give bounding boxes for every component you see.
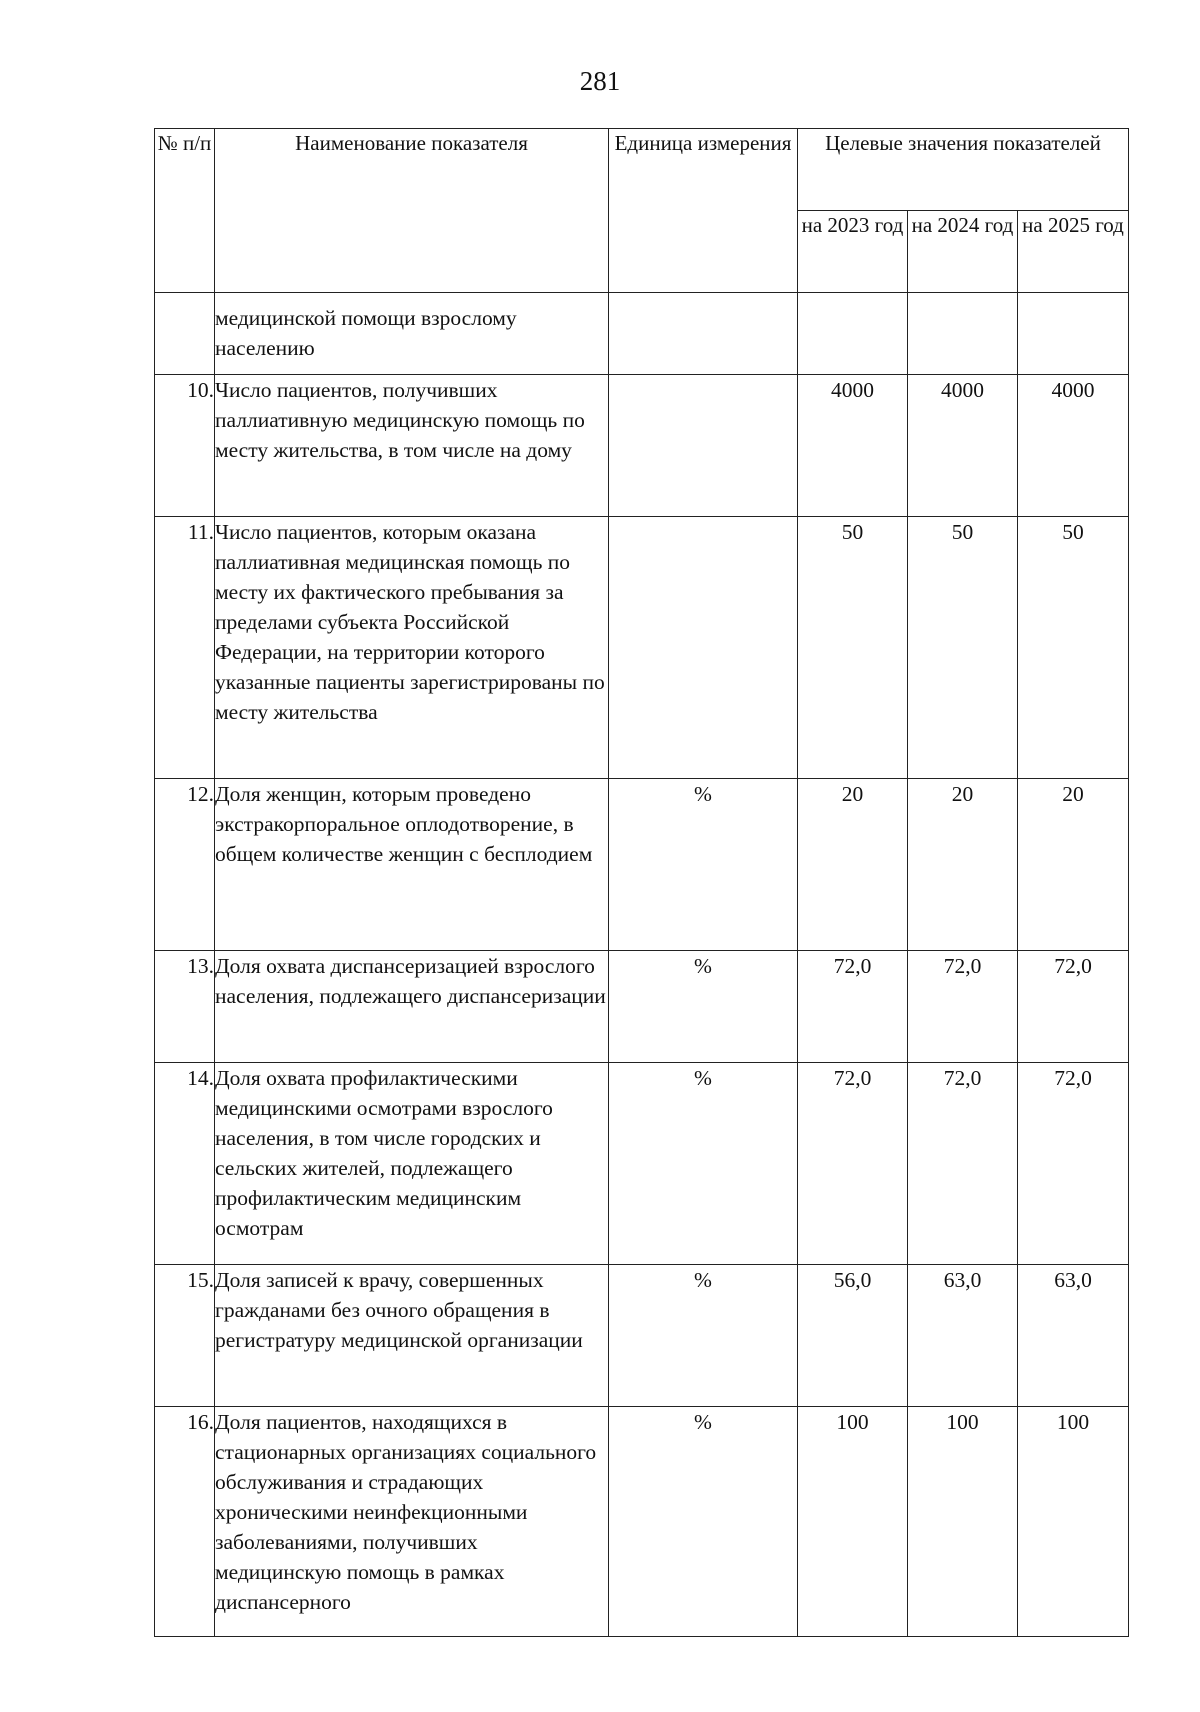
value-2025: 63,0 (1018, 1265, 1129, 1407)
table-row (155, 1063, 1129, 1265)
row-number: 10. (155, 375, 215, 517)
value-2024: 63,0 (908, 1265, 1018, 1407)
indicator-name: Доля охвата профилактическими медицинскими осмотрами взрослого населения, в том числе городских и сельских жителей, подлежащего профилактическим медицинским осмотрам (215, 1063, 609, 1265)
row-number: 12. (155, 779, 215, 951)
value-2023: 100 (798, 1407, 908, 1637)
value-2023: 4000 (798, 375, 908, 517)
unit-cell: % (609, 779, 798, 951)
unit-cell: % (609, 1063, 798, 1265)
table-row (155, 1407, 1129, 1637)
unit-cell (609, 517, 798, 779)
value-2024: 4000 (908, 375, 1018, 517)
header-num: № п/п (155, 129, 215, 293)
value-2024 (908, 293, 1018, 375)
row-number: 13. (155, 951, 215, 1063)
header-unit: Единица измерения (609, 129, 798, 293)
header-year-2025: на 2025 год (1018, 211, 1129, 293)
value-2023: 56,0 (798, 1265, 908, 1407)
row-number: 14. (155, 1063, 215, 1265)
indicator-name: Доля женщин, которым проведено экстракорпоральное оплодотворение, в общем количестве женщин с бесплодием (215, 779, 609, 951)
value-2024: 100 (908, 1407, 1018, 1637)
unit-cell: % (609, 1407, 798, 1637)
table-header (155, 129, 1129, 293)
value-2023: 72,0 (798, 951, 908, 1063)
value-2025: 100 (1018, 1407, 1129, 1637)
table-row (155, 951, 1129, 1063)
value-2023: 20 (798, 779, 908, 951)
value-2025: 72,0 (1018, 1063, 1129, 1265)
value-2025: 20 (1018, 779, 1129, 951)
row-number: 16. (155, 1407, 215, 1637)
row-number: 15. (155, 1265, 215, 1407)
header-name: Наименование показателя (215, 129, 609, 293)
unit-cell: % (609, 1265, 798, 1407)
value-2025: 50 (1018, 517, 1129, 779)
header-year-2023: на 2023 год (798, 211, 908, 293)
value-2023 (798, 293, 908, 375)
indicator-name: Доля пациентов, находящихся в стационарных организациях социального обслуживания и страдающих хроническими неинфекционными заболеваниями, получивших медицинскую помощь в рамках диспансерного (215, 1407, 609, 1637)
table-row (155, 375, 1129, 517)
row-number (155, 293, 215, 375)
value-2024: 72,0 (908, 951, 1018, 1063)
value-2025: 72,0 (1018, 951, 1129, 1063)
value-2025 (1018, 293, 1129, 375)
header-target-values: Целевые значения показателей (798, 129, 1129, 211)
unit-cell (609, 375, 798, 517)
header-year-2024: на 2024 год (908, 211, 1018, 293)
value-2025: 4000 (1018, 375, 1129, 517)
table-row (155, 517, 1129, 779)
indicators-table (154, 128, 1129, 1637)
indicator-name: Доля записей к врачу, совершенных гражданами без очного обращения в регистратуру медицинской организации (215, 1265, 609, 1407)
page-number: 281 (579, 66, 621, 96)
value-2023: 50 (798, 517, 908, 779)
unit-cell (609, 293, 798, 375)
value-2024: 20 (908, 779, 1018, 951)
value-2024: 50 (908, 517, 1018, 779)
indicator-name: медицинской помощи взрослому населению (215, 293, 609, 375)
indicator-name: Число пациентов, которым оказана паллиативная медицинская помощь по месту их фактического пребывания за пределами субъекта Российской Федерации, на территории которого указанные пациенты зарегистрированы по месту жительства (215, 517, 609, 779)
value-2023: 72,0 (798, 1063, 908, 1265)
row-number: 11. (155, 517, 215, 779)
table-row (155, 293, 1129, 375)
indicator-name: Доля охвата диспансеризацией взрослого населения, подлежащего диспансеризации (215, 951, 609, 1063)
table-row (155, 1265, 1129, 1407)
value-2024: 72,0 (908, 1063, 1018, 1265)
table-row (155, 779, 1129, 951)
unit-cell: % (609, 951, 798, 1063)
indicator-name: Число пациентов, получивших паллиативную медицинскую помощь по месту жительства, в том числе на дому (215, 375, 609, 517)
